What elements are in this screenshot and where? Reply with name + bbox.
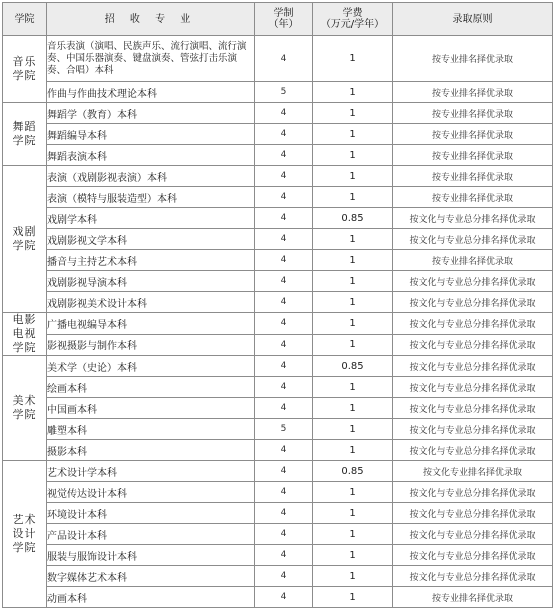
admissions-table-container bbox=[2, 2, 553, 608]
fee-cell: 0.85 bbox=[313, 208, 393, 229]
header-fee bbox=[313, 3, 393, 36]
years-cell: 4 bbox=[255, 103, 313, 124]
major-cell: 雕塑本科 bbox=[47, 419, 255, 440]
table-row bbox=[3, 124, 553, 145]
years-cell: 5 bbox=[255, 82, 313, 103]
years-cell: 4 bbox=[255, 145, 313, 166]
years-cell: 4 bbox=[255, 356, 313, 377]
fee-cell: 1 bbox=[313, 166, 393, 187]
admission-rule-cell: 按文化与专业总分排名择优录取 bbox=[393, 229, 553, 250]
years-cell: 4 bbox=[255, 271, 313, 292]
admission-rule-cell: 按专业排名择优录取 bbox=[393, 36, 553, 82]
table-row bbox=[3, 440, 553, 461]
major-cell: 戏剧影视导演本科 bbox=[47, 271, 255, 292]
table-row bbox=[3, 587, 553, 608]
admission-rule-cell: 按专业排名择优录取 bbox=[393, 82, 553, 103]
header-rule: 录取原则 bbox=[393, 3, 553, 36]
major-cell: 环境设计本科 bbox=[47, 503, 255, 524]
major-cell: 动画本科 bbox=[47, 587, 255, 608]
major-cell: 艺术设计学本科 bbox=[47, 461, 255, 482]
fee-cell: 0.85 bbox=[313, 356, 393, 377]
major-cell: 中国画本科 bbox=[47, 398, 255, 419]
admission-rule-cell: 按文化与专业总分排名择优录取 bbox=[393, 271, 553, 292]
admission-rule-cell: 按文化与专业总分排名择优录取 bbox=[393, 503, 553, 524]
admission-rule-cell: 按专业排名择优录取 bbox=[393, 124, 553, 145]
fee-cell: 1 bbox=[313, 36, 393, 82]
years-cell: 4 bbox=[255, 208, 313, 229]
table-row bbox=[3, 566, 553, 587]
fee-cell: 1 bbox=[313, 524, 393, 545]
major-cell: 服装与服饰设计本科 bbox=[47, 545, 255, 566]
years-cell: 4 bbox=[255, 398, 313, 419]
table-row bbox=[3, 82, 553, 103]
header-years-line1: 学制 bbox=[273, 8, 294, 19]
major-cell: 戏剧学本科 bbox=[47, 208, 255, 229]
header-years bbox=[255, 3, 313, 36]
table-row bbox=[3, 166, 553, 187]
fee-cell: 1 bbox=[313, 377, 393, 398]
table-row bbox=[3, 208, 553, 229]
fee-cell: 1 bbox=[313, 313, 393, 335]
table-body bbox=[3, 36, 553, 608]
admission-rule-cell: 按文化与专业总分排名择优录取 bbox=[393, 440, 553, 461]
college-name-cell bbox=[3, 356, 47, 461]
fee-cell: 1 bbox=[313, 229, 393, 250]
header-major-label: 招 收 专 业 bbox=[104, 13, 197, 25]
years-cell: 4 bbox=[255, 313, 313, 335]
major-cell: 戏剧影视美术设计本科 bbox=[47, 292, 255, 313]
table-row bbox=[3, 419, 553, 440]
years-cell: 4 bbox=[255, 187, 313, 208]
years-cell: 5 bbox=[255, 419, 313, 440]
fee-cell: 1 bbox=[313, 482, 393, 503]
years-cell: 4 bbox=[255, 587, 313, 608]
fee-cell: 1 bbox=[313, 103, 393, 124]
major-cell: 舞蹈表演本科 bbox=[47, 145, 255, 166]
table-header-row bbox=[3, 3, 553, 36]
fee-cell: 1 bbox=[313, 250, 393, 271]
major-cell: 数字媒体艺术本科 bbox=[47, 566, 255, 587]
table-row bbox=[3, 503, 553, 524]
major-cell: 视觉传达设计本科 bbox=[47, 482, 255, 503]
major-cell: 音乐表演（演唱、民族声乐、流行演唱、流行演奏、中国乐器演奏、键盘演奏、管弦打击乐演奏、合唱）本科 bbox=[47, 36, 255, 82]
major-cell: 戏剧影视文学本科 bbox=[47, 229, 255, 250]
years-cell: 4 bbox=[255, 461, 313, 482]
major-cell: 表演（模特与服装造型）本科 bbox=[47, 187, 255, 208]
fee-cell: 1 bbox=[313, 124, 393, 145]
fee-cell: 1 bbox=[313, 145, 393, 166]
table-row bbox=[3, 398, 553, 419]
college-name: 电影电视学院 bbox=[12, 313, 37, 354]
table-row bbox=[3, 229, 553, 250]
college-name: 音乐学院 bbox=[12, 55, 37, 82]
major-cell: 美术学（史论）本科 bbox=[47, 356, 255, 377]
years-cell: 4 bbox=[255, 124, 313, 145]
college-name-cell bbox=[3, 103, 47, 166]
table-row bbox=[3, 145, 553, 166]
admission-rule-cell: 按文化专业排名择优录取 bbox=[393, 461, 553, 482]
header-fee-line1: 学费 bbox=[342, 8, 363, 19]
fee-cell: 1 bbox=[313, 440, 393, 461]
table-row bbox=[3, 461, 553, 482]
header-major bbox=[47, 3, 255, 36]
college-name-cell bbox=[3, 461, 47, 608]
admission-rule-cell: 按专业排名择优录取 bbox=[393, 587, 553, 608]
major-cell: 绘画本科 bbox=[47, 377, 255, 398]
college-name-cell bbox=[3, 313, 47, 356]
table-row bbox=[3, 103, 553, 124]
table-row bbox=[3, 36, 553, 82]
header-years-line2: （年） bbox=[268, 19, 299, 30]
major-cell: 广播电视编导本科 bbox=[47, 313, 255, 335]
admission-rule-cell: 按文化与专业总分排名择优录取 bbox=[393, 377, 553, 398]
fee-cell: 1 bbox=[313, 419, 393, 440]
years-cell: 4 bbox=[255, 250, 313, 271]
header-school: 学院 bbox=[3, 3, 47, 36]
admission-rule-cell: 按文化与专业总分排名择优录取 bbox=[393, 292, 553, 313]
major-cell: 影视摄影与制作本科 bbox=[47, 334, 255, 356]
years-cell: 4 bbox=[255, 334, 313, 356]
years-cell: 4 bbox=[255, 524, 313, 545]
admission-rule-cell: 按文化与专业总分排名择优录取 bbox=[393, 419, 553, 440]
fee-cell: 1 bbox=[313, 271, 393, 292]
fee-cell: 1 bbox=[313, 545, 393, 566]
years-cell: 4 bbox=[255, 482, 313, 503]
admission-rule-cell: 按文化与专业总分排名择优录取 bbox=[393, 313, 553, 335]
years-cell: 4 bbox=[255, 440, 313, 461]
admission-rule-cell: 按专业排名择优录取 bbox=[393, 103, 553, 124]
fee-cell: 1 bbox=[313, 398, 393, 419]
table-row bbox=[3, 377, 553, 398]
major-cell: 表演（戏剧影视表演）本科 bbox=[47, 166, 255, 187]
admissions-table bbox=[2, 2, 553, 608]
college-name-cell bbox=[3, 36, 47, 103]
years-cell: 4 bbox=[255, 545, 313, 566]
table-row bbox=[3, 334, 553, 356]
table-row bbox=[3, 524, 553, 545]
years-cell: 4 bbox=[255, 503, 313, 524]
major-cell: 舞蹈编导本科 bbox=[47, 124, 255, 145]
admission-rule-cell: 按文化与专业总分排名择优录取 bbox=[393, 334, 553, 356]
fee-cell: 1 bbox=[313, 334, 393, 356]
major-cell: 舞蹈学（教育）本科 bbox=[47, 103, 255, 124]
table-row bbox=[3, 292, 553, 313]
college-name: 艺术设计学院 bbox=[12, 513, 37, 554]
table-row bbox=[3, 356, 553, 377]
admission-rule-cell: 按文化与专业总分排名择优录取 bbox=[393, 398, 553, 419]
admission-rule-cell: 按文化与专业总分排名择优录取 bbox=[393, 524, 553, 545]
fee-cell: 1 bbox=[313, 587, 393, 608]
admission-rule-cell: 按专业排名择优录取 bbox=[393, 187, 553, 208]
admission-rule-cell: 按专业排名择优录取 bbox=[393, 145, 553, 166]
years-cell: 4 bbox=[255, 229, 313, 250]
major-cell: 播音与主持艺术本科 bbox=[47, 250, 255, 271]
table-row bbox=[3, 545, 553, 566]
table-row bbox=[3, 187, 553, 208]
college-name: 美术学院 bbox=[12, 394, 37, 421]
admission-rule-cell: 按专业排名择优录取 bbox=[393, 250, 553, 271]
major-cell: 摄影本科 bbox=[47, 440, 255, 461]
fee-cell: 1 bbox=[313, 82, 393, 103]
table-row bbox=[3, 250, 553, 271]
years-cell: 4 bbox=[255, 36, 313, 82]
years-cell: 4 bbox=[255, 566, 313, 587]
years-cell: 4 bbox=[255, 292, 313, 313]
table-row bbox=[3, 482, 553, 503]
fee-cell: 1 bbox=[313, 187, 393, 208]
years-cell: 4 bbox=[255, 166, 313, 187]
major-cell: 作曲与作曲技术理论本科 bbox=[47, 82, 255, 103]
header-fee-line2: （万元/学年） bbox=[320, 19, 385, 30]
admission-rule-cell: 按文化与专业总分排名择优录取 bbox=[393, 356, 553, 377]
admission-rule-cell: 按文化与专业总分排名择优录取 bbox=[393, 545, 553, 566]
fee-cell: 1 bbox=[313, 503, 393, 524]
fee-cell: 1 bbox=[313, 566, 393, 587]
college-name: 舞蹈学院 bbox=[12, 120, 37, 147]
major-cell: 产品设计本科 bbox=[47, 524, 255, 545]
admission-rule-cell: 按文化与专业总分排名择优录取 bbox=[393, 208, 553, 229]
fee-cell: 0.85 bbox=[313, 461, 393, 482]
admission-rule-cell: 按文化与专业总分排名择优录取 bbox=[393, 482, 553, 503]
admission-rule-cell: 按专业排名择优录取 bbox=[393, 166, 553, 187]
admission-rule-cell: 按文化与专业总分排名择优录取 bbox=[393, 566, 553, 587]
college-name: 戏剧学院 bbox=[12, 225, 37, 252]
years-cell: 4 bbox=[255, 377, 313, 398]
table-row bbox=[3, 271, 553, 292]
table-row bbox=[3, 313, 553, 335]
fee-cell: 1 bbox=[313, 292, 393, 313]
college-name-cell bbox=[3, 166, 47, 313]
